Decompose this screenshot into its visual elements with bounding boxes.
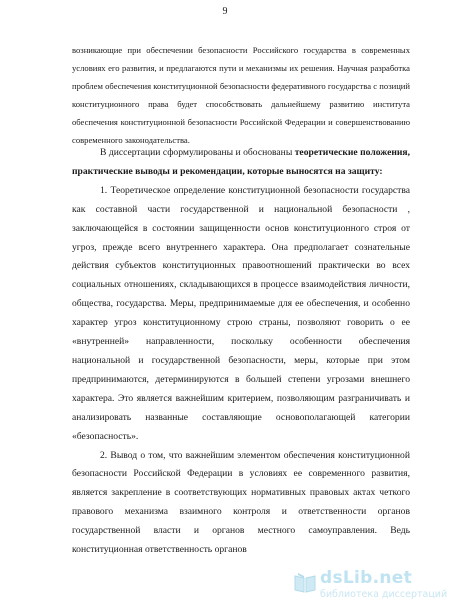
main-text-block [72,144,410,560]
watermark-title: dsLib.net [320,568,413,588]
top-paragraph: возникающие при обеспечении безопасности Российского государства в современных условиях его развития, и предлагаются пути и механизмы их решения. Научная разработка проблем обеспечения конституционной безопасности федеративного государства с позиций конституционного права будет способствовать дальнейшему развитию института обеспечения конституционной безопасности Российской Федерации и совершенствованию современного законодательства. [72,45,410,145]
top-paragraph-block [72,41,410,149]
intro-paragraph [72,144,410,182]
watermark-subtitle: библиотека диссертаций [320,589,448,600]
book-logo-icon [292,570,318,596]
point-1-paragraph: 1. Теоретическое определение конституционной безопасности государства как составной части государственной и национальной безопасности , заключающейся в состоянии защищенности основ конституционного строя от угроз, прежде всего внутреннего характера. Она предполагает сознательные действия субъектов конституционных правоотношений практически во всех социальных отношениях, складывающихся в процессе взаимодействия личности, общества, государства. Меры, предпринимаемые для ее обеспечения, и особенно характер угроз конституционному строю страны, позволяют говорить о ее «внутренней» направленности, поскольку особенности обеспечения национальной и государственной безопасности, меры, которые при этом предпринимаются, детерминируются в большей степени угрозами внешнего характера. Это является важнейшим критерием, позволяющим разграничивать и анализировать названные составляющие основополагающей категории «безопасность». [72,184,410,442]
watermark [292,568,448,604]
point-2-paragraph: 2. Вывод о том, что важнейшим элементом обеспечения конституционной безопасности Российской Федерации в условиях ее современного развития, является закрепление в соответствующих нормативных правовых актах четкого правового механизма взаимного контроля и ответственности органов государственной власти и органов местного самоуправления. Ведь конституционная ответственность органов [72,449,410,556]
page-number: 9 [222,6,228,17]
intro-plain-text: В диссертации сформулированы и обоснованы [100,147,295,158]
intro-bold-text: теоретические положения, практические выводы и рекомендации, которые выносятся на защиту: [72,147,410,177]
